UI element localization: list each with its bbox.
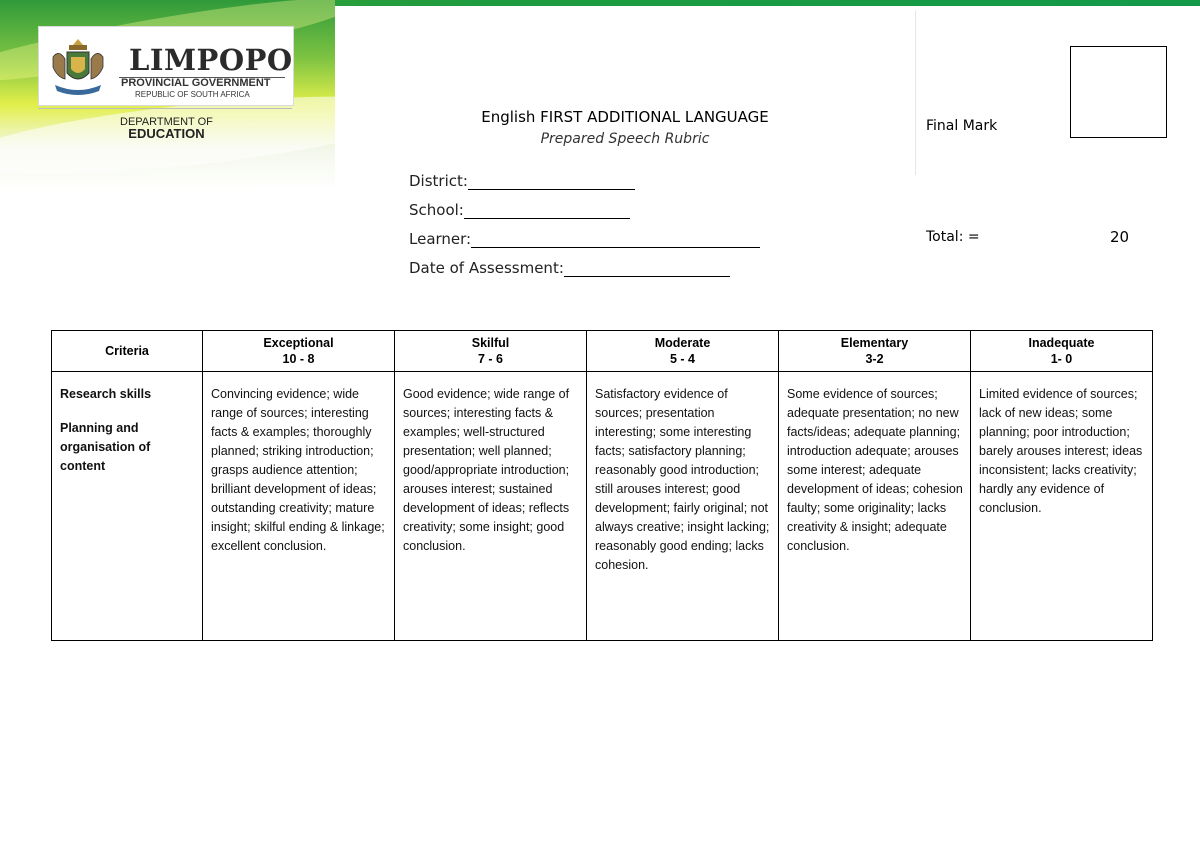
final-mark-box[interactable] [1070, 46, 1167, 138]
department-divider [38, 108, 292, 109]
learner-line[interactable] [471, 230, 760, 248]
district-label: District: [409, 172, 468, 190]
header-exceptional: Exceptional 10 - 8 [203, 331, 395, 372]
rubric-header-row [52, 331, 1153, 372]
header-moderate: Moderate 5 - 4 [587, 331, 779, 372]
date-label: Date of Assessment: [409, 259, 564, 277]
criteria-cell [52, 372, 203, 641]
department-line2: EDUCATION [128, 126, 205, 141]
criteria-research: Research skills [60, 387, 152, 401]
learner-field[interactable] [409, 230, 760, 248]
descriptor-exceptional: Convincing evidence; wide range of sources; interesting facts & examples; thoroughly planned; striking introduction; grasps audience attention; brilliant development of ideas; outstanding creativity; mature insight; skilful ending & linkage; excellent conclusion. [203, 372, 395, 641]
logo-country: REPUBLIC OF SOUTH AFRICA [135, 90, 250, 99]
department-line1: DEPARTMENT OF [120, 116, 213, 128]
page-subtitle: Prepared Speech Rubric [540, 131, 710, 147]
descriptor-inadequate: Limited evidence of sources; lack of new ideas; some planning; poor introduction; barely arouses interest; ideas inconsistent; lacks creativity; hardly any evidence of conclusion. [971, 372, 1153, 641]
department-label [120, 116, 213, 140]
logo-title: LIMPOPO [129, 43, 293, 77]
school-line[interactable] [464, 201, 630, 219]
header-skilful: Skilful 7 - 6 [395, 331, 587, 372]
total-value: 20 [1110, 228, 1130, 246]
header-divider [915, 10, 916, 175]
total-label: Total: = [926, 229, 980, 245]
learner-label: Learner: [409, 230, 472, 248]
header-inadequate: Inadequate 1- 0 [971, 331, 1153, 372]
descriptor-elementary: Some evidence of sources; adequate presentation; no new facts/ideas; adequate planning; introduction adequate; arouses some interest; adequate development of ideas; cohesion faulty; some originality; lacks creativity & insight; adequate conclusion. [779, 372, 971, 641]
descriptor-moderate: Satisfactory evidence of sources; presentation interesting; some interesting facts; satisfactory planning; reasonably good introduction; still arouses interest; good development; fairly original; not always creative; insight lacking; reasonably good ending; lacks cohesion. [587, 372, 779, 641]
school-field[interactable] [409, 201, 630, 219]
descriptor-skilful: Good evidence; wide range of sources; interesting facts & examples; well-structured presentation; well planned; good/appropriate introduction; arouses interest; sustained development of ideas; reflects creativity; some insight; good conclusion. [395, 372, 587, 641]
date-field[interactable] [409, 259, 730, 277]
date-line[interactable] [564, 259, 730, 277]
school-label: School: [409, 201, 464, 219]
district-field[interactable] [409, 172, 635, 190]
header-elementary: Elementary 3-2 [779, 331, 971, 372]
header-criteria: Criteria [52, 331, 203, 372]
limpopo-logo [38, 26, 294, 106]
district-line[interactable] [468, 172, 635, 190]
coat-of-arms-icon [49, 35, 107, 97]
logo-subtitle: PROVINCIAL GOVERNMENT [121, 77, 271, 89]
page-title: English FIRST ADDITIONAL LANGUAGE [481, 108, 769, 126]
final-mark-label: Final Mark [926, 118, 998, 134]
rubric-row [52, 372, 1153, 641]
criteria-planning: Planning and organisation of content [60, 421, 151, 473]
rubric-table [51, 330, 1153, 641]
